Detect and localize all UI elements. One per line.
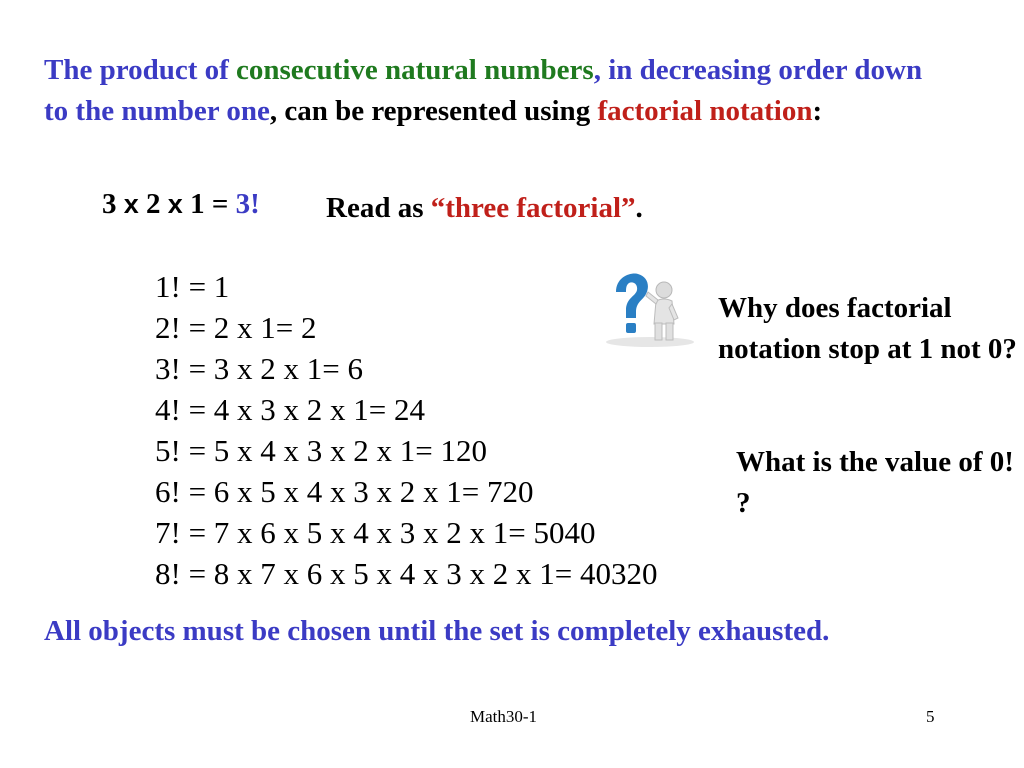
example-times-1: x bbox=[123, 189, 139, 219]
question-value-of-zero-factorial: What is the value of 0! ? bbox=[736, 446, 1014, 519]
footer-course-name: Math30-1 bbox=[470, 707, 538, 726]
example-expression bbox=[102, 188, 260, 221]
intro-factorial-notation: factorial notation bbox=[597, 95, 813, 127]
factorial-row: 6! = 6 x 5 x 4 x 3 x 2 x 1= 720 bbox=[155, 474, 534, 509]
intro-colon: : bbox=[812, 95, 823, 127]
question-mark-person-icon bbox=[602, 268, 698, 348]
factorial-row: 5! = 5 x 4 x 3 x 2 x 1= 120 bbox=[155, 433, 488, 468]
intro-paragraph bbox=[44, 50, 944, 132]
intro-text-3: , can be represented using bbox=[269, 95, 598, 127]
example-two: 2 bbox=[146, 188, 161, 220]
question-why-stop-at-one: Why does factorial notation stop at 1 not 0? bbox=[718, 292, 1017, 365]
example-result: 3! bbox=[235, 188, 260, 220]
conclusion-text: All objects must be chosen until the set is completely exhausted. bbox=[44, 615, 830, 647]
intro-text-2: , in decreasing order down to the number one bbox=[44, 54, 923, 127]
factorial-list bbox=[155, 266, 658, 594]
factorial-row: 3! = 3 x 2 x 1= 6 bbox=[155, 351, 364, 386]
example-three: 3 bbox=[102, 188, 117, 220]
example-times-2: x bbox=[167, 189, 183, 219]
read-as-quote: “three factorial” bbox=[430, 192, 636, 224]
example-equals: = bbox=[204, 188, 236, 220]
read-as-prefix: Read as bbox=[326, 192, 431, 224]
intro-text-1: The product of bbox=[44, 54, 237, 86]
factorial-row: 8! = 8 x 7 x 6 x 5 x 4 x 3 x 2 x 1= 40320 bbox=[155, 556, 658, 591]
intro-consecutive-natural-numbers: consecutive natural numbers bbox=[236, 54, 594, 86]
example-one: 1 bbox=[190, 188, 205, 220]
footer-page-number: 5 bbox=[926, 707, 935, 726]
factorial-row: 2! = 2 x 1= 2 bbox=[155, 310, 317, 345]
factorial-row: 7! = 7 x 6 x 5 x 4 x 3 x 2 x 1= 5040 bbox=[155, 515, 596, 550]
read-as-text bbox=[326, 192, 643, 225]
read-as-suffix: . bbox=[635, 192, 643, 224]
factorial-row: 4! = 4 x 3 x 2 x 1= 24 bbox=[155, 392, 426, 427]
factorial-row: 1! = 1 bbox=[155, 269, 230, 304]
